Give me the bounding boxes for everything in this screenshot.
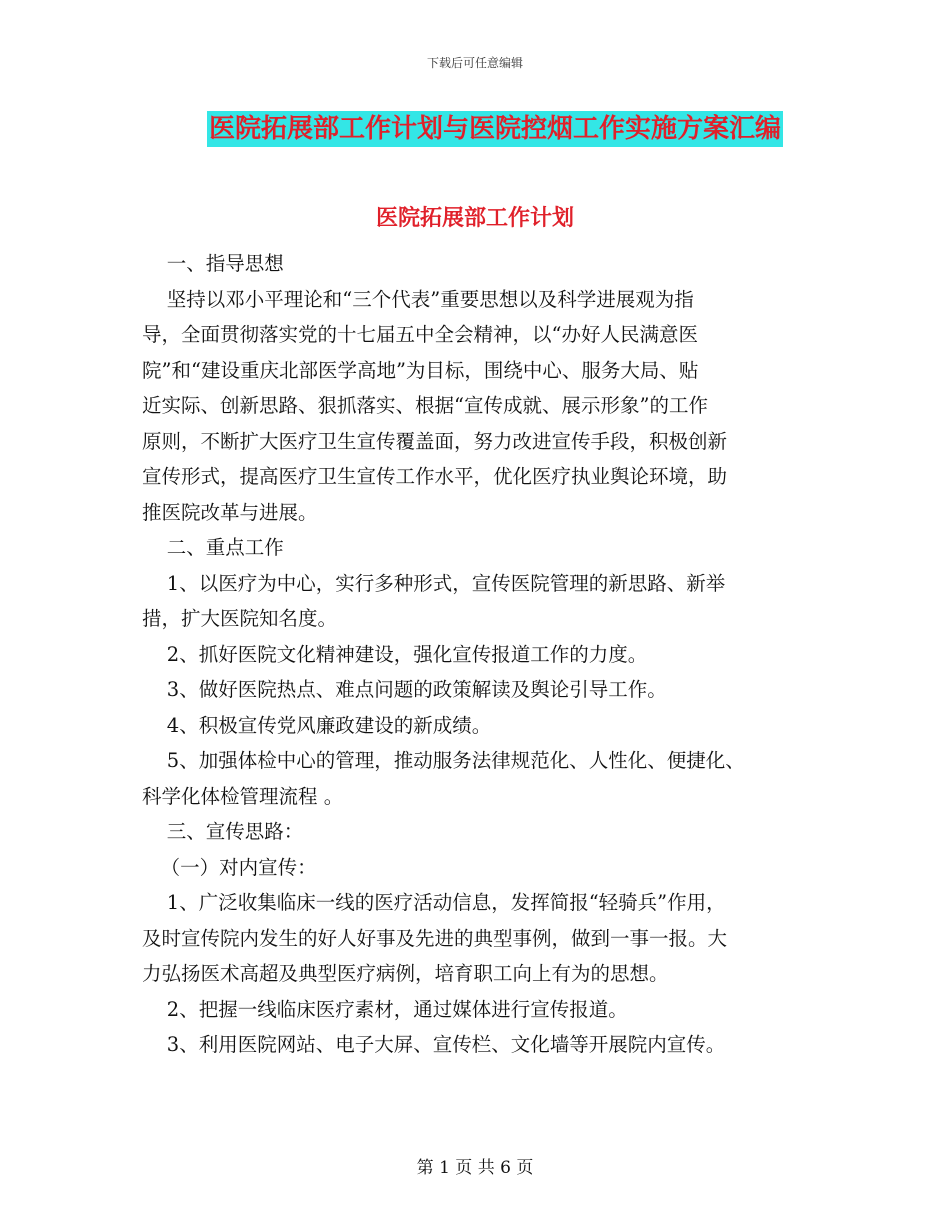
body-line: 4、积极宣传党风廉政建设的新成绩。 [142,713,492,737]
body-line: 3、做好医院热点、难点问题的政策解读及舆论引导工作。 [142,678,667,701]
body-line: （一）对内宣传： [142,855,317,879]
body-line: 2、抓好医院文化精神建设，强化宣传报道工作的力度。 [142,642,648,666]
body-line: 措，扩大医院知名度。 [142,607,338,630]
body-line: 二、重点工作 [142,536,284,559]
body-line: 宣传形式，提高医疗卫生宣传工作水平，优化医疗执业舆论环境，助 [142,465,728,488]
body-line: 院”和“建设重庆北部医学高地”为目标，围绕中心、服务大局、贴 [142,358,699,382]
body-line: 近实际、创新思路、狠抓落实、根据“宣传成就、展示形象”的工作 [142,394,708,417]
page-footer: 第 1 页 共 6 页 [416,1158,534,1178]
body-line: 三、宣传思路： [142,820,304,843]
body-line: 一、指导思想 [142,252,284,275]
body-line: 5、加强体检中心的管理，推动服务法律规范化、人性化、便捷化、 [142,749,745,772]
body-line: 力弘扬医术高超及典型医疗病例，培育职工向上有为的思想。 [142,962,669,985]
body-line: 2、把握一线临床医疗素材，通过媒体进行宣传报道。 [142,997,628,1021]
section-title: 医院拓展部工作计划 [375,205,574,231]
body-line: 导，全面贯彻落实党的十七届五中全会精神，以“办好人民满意医 [142,323,698,346]
body-line: 1、广泛收集临床一线的医疗活动信息，发挥简报“轻骑兵”作用， [142,891,726,914]
body-line: 坚持以邓小平理论和“三个代表”重要思想以及科学进展观为指 [142,287,694,311]
body-line: 3、利用医院网站、电子大屏、宣传栏、文化墙等开展院内宣传。 [142,1033,726,1056]
body-line: 科学化体检管理流程 。 [142,784,344,808]
body-line: 及时宣传院内发生的好人好事及先进的典型事例，做到一事一报。大 [142,926,728,950]
header-note: 下载后可任意编辑 [426,56,523,70]
body-line: 1、以医疗为中心，实行多种形式，宣传医院管理的新思路、新举 [142,571,726,595]
body-line: 原则，不断扩大医疗卫生宣传覆盖面，努力改进宣传手段，积极创新 [142,429,728,453]
document-title: 医院拓展部工作计划与医院控烟工作实施方案汇编 [207,111,783,147]
body-line: 推医院改革与进展。 [142,500,318,524]
document-body [142,246,822,1063]
